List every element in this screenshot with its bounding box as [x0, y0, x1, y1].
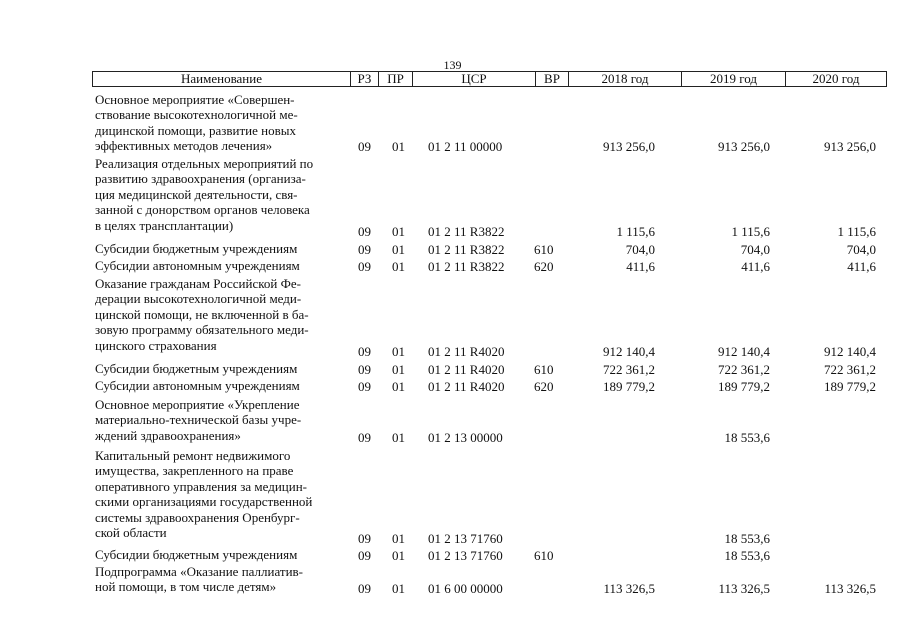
- row-name: Основное мероприятие «Укрепление материально-технической базы учре- ждений здравоохранения»: [95, 397, 302, 443]
- row-vr: 620: [534, 258, 554, 274]
- row-2018: 189 779,2: [603, 378, 655, 394]
- table-row: [0, 547, 905, 563]
- row-2019: 18 553,6: [724, 429, 770, 445]
- row-2020: 912 140,4: [824, 343, 876, 359]
- row-rz: 09: [358, 258, 371, 274]
- row-2020: 411,6: [847, 258, 876, 274]
- row-name: Субсидии автономным учреждениям: [95, 378, 300, 393]
- row-csr: 01 2 11 R4020: [428, 343, 505, 359]
- row-name: Субсидии автономным учреждениям: [95, 258, 300, 273]
- row-2019: 113 326,5: [718, 580, 770, 596]
- header-2020: 2020 год: [812, 71, 860, 86]
- row-2019: 912 140,4: [718, 343, 770, 359]
- row-2018: 113 326,5: [603, 580, 655, 596]
- row-2018: 912 140,4: [603, 343, 655, 359]
- row-pr: 01: [392, 580, 405, 596]
- row-2019: 189 779,2: [718, 378, 770, 394]
- row-rz: 09: [358, 223, 371, 239]
- row-pr: 01: [392, 223, 405, 239]
- row-csr: 01 2 11 R4020: [428, 361, 505, 377]
- row-csr: 01 2 11 R4020: [428, 378, 505, 394]
- row-vr: 620: [534, 378, 554, 394]
- header-2019: 2019 год: [682, 72, 786, 86]
- row-name: Субсидии бюджетным учреждениям: [95, 547, 298, 562]
- header-csr: ЦСР: [413, 72, 536, 86]
- row-2019: 913 256,0: [718, 138, 770, 154]
- row-2019: 18 553,6: [724, 547, 770, 563]
- row-2019: 704,0: [740, 241, 770, 257]
- row-2020: 1 115,6: [837, 223, 876, 239]
- row-2020: 189 779,2: [824, 378, 876, 394]
- row-name: Оказание гражданам Российской Фе- дерации высокотехнологичной меди- цинской помощи, не включенной в ба- зовую программу обязательного меди- цинского страхования: [95, 276, 309, 353]
- row-rz: 09: [358, 378, 371, 394]
- row-rz: 09: [358, 530, 371, 546]
- row-pr: 01: [392, 530, 405, 546]
- row-csr: 01 2 11 R3822: [428, 258, 505, 274]
- row-name: Подпрограмма «Оказание паллиатив- ной помощи, в том числе детям»: [95, 564, 303, 595]
- table-row: [0, 92, 905, 154]
- row-rz: 09: [358, 361, 371, 377]
- row-csr: 01 2 13 71760: [428, 530, 503, 546]
- table-row: [0, 361, 905, 377]
- row-2019: 722 361,2: [718, 361, 770, 377]
- row-rz: 09: [358, 547, 371, 563]
- row-2020: 913 256,0: [824, 138, 876, 154]
- row-vr: 610: [534, 241, 554, 257]
- row-2018: 913 256,0: [603, 138, 655, 154]
- row-vr: 610: [534, 361, 554, 377]
- table-row: [0, 241, 905, 257]
- table-row: [0, 276, 905, 359]
- row-pr: 01: [392, 361, 405, 377]
- row-2019: 1 115,6: [731, 223, 770, 239]
- row-2018: 1 115,6: [616, 223, 655, 239]
- row-csr: 01 2 11 R3822: [428, 223, 505, 239]
- row-rz: 09: [358, 580, 371, 596]
- header-pr: ПР: [379, 72, 413, 86]
- row-2020: 113 326,5: [824, 580, 876, 596]
- row-2018: 704,0: [625, 241, 655, 257]
- table-header: [92, 71, 887, 87]
- table-row: [0, 156, 905, 239]
- row-2018: 722 361,2: [603, 361, 655, 377]
- row-csr: 01 2 13 71760: [428, 547, 503, 563]
- row-pr: 01: [392, 138, 405, 154]
- row-csr: 01 2 11 R3822: [428, 241, 505, 257]
- row-2019: 18 553,6: [724, 530, 770, 546]
- row-name: Капитальный ремонт недвижимого имущества, закрепленного на праве оперативного управления за медицин- скими организациями государственной системы здравоохранения Оренбург- ской области: [95, 448, 313, 541]
- table-row: [0, 378, 905, 394]
- row-pr: 01: [392, 429, 405, 445]
- row-pr: 01: [392, 241, 405, 257]
- row-vr: 610: [534, 547, 554, 563]
- row-csr: 01 2 13 00000: [428, 429, 503, 445]
- header-rz: РЗ: [351, 72, 379, 86]
- row-csr: 01 6 00 00000: [428, 580, 503, 596]
- header-name: Наименование: [93, 72, 351, 86]
- table-row: [0, 564, 905, 596]
- page-number: 139: [443, 58, 462, 72]
- row-2018: 411,6: [626, 258, 655, 274]
- row-name: Субсидии бюджетным учреждениям: [95, 361, 298, 376]
- row-2019: 411,6: [741, 258, 770, 274]
- row-rz: 09: [358, 343, 371, 359]
- row-pr: 01: [392, 343, 405, 359]
- row-2020: 722 361,2: [824, 361, 876, 377]
- table-row: [0, 397, 905, 445]
- row-2020: 704,0: [846, 241, 876, 257]
- row-pr: 01: [392, 547, 405, 563]
- header-2018: 2018 год: [569, 72, 682, 86]
- row-pr: 01: [392, 258, 405, 274]
- row-pr: 01: [392, 378, 405, 394]
- row-name: Реализация отдельных мероприятий по развитию здравоохранения (организа- ция медицинской деятельности, свя- занной с донорством органов человека в целях трансплантации): [95, 156, 314, 233]
- row-name: Основное мероприятие «Совершен- ствование высокотехнологичной ме- дицинской помощи, развитие новых эффективных методов лечения»: [95, 92, 298, 154]
- table-row: [0, 258, 905, 274]
- row-name: Субсидии бюджетным учреждениям: [95, 241, 298, 256]
- row-rz: 09: [358, 241, 371, 257]
- header-vr: ВР: [536, 72, 569, 86]
- row-csr: 01 2 11 00000: [428, 138, 503, 154]
- table-row: [0, 448, 905, 546]
- row-rz: 09: [358, 429, 371, 445]
- row-rz: 09: [358, 138, 371, 154]
